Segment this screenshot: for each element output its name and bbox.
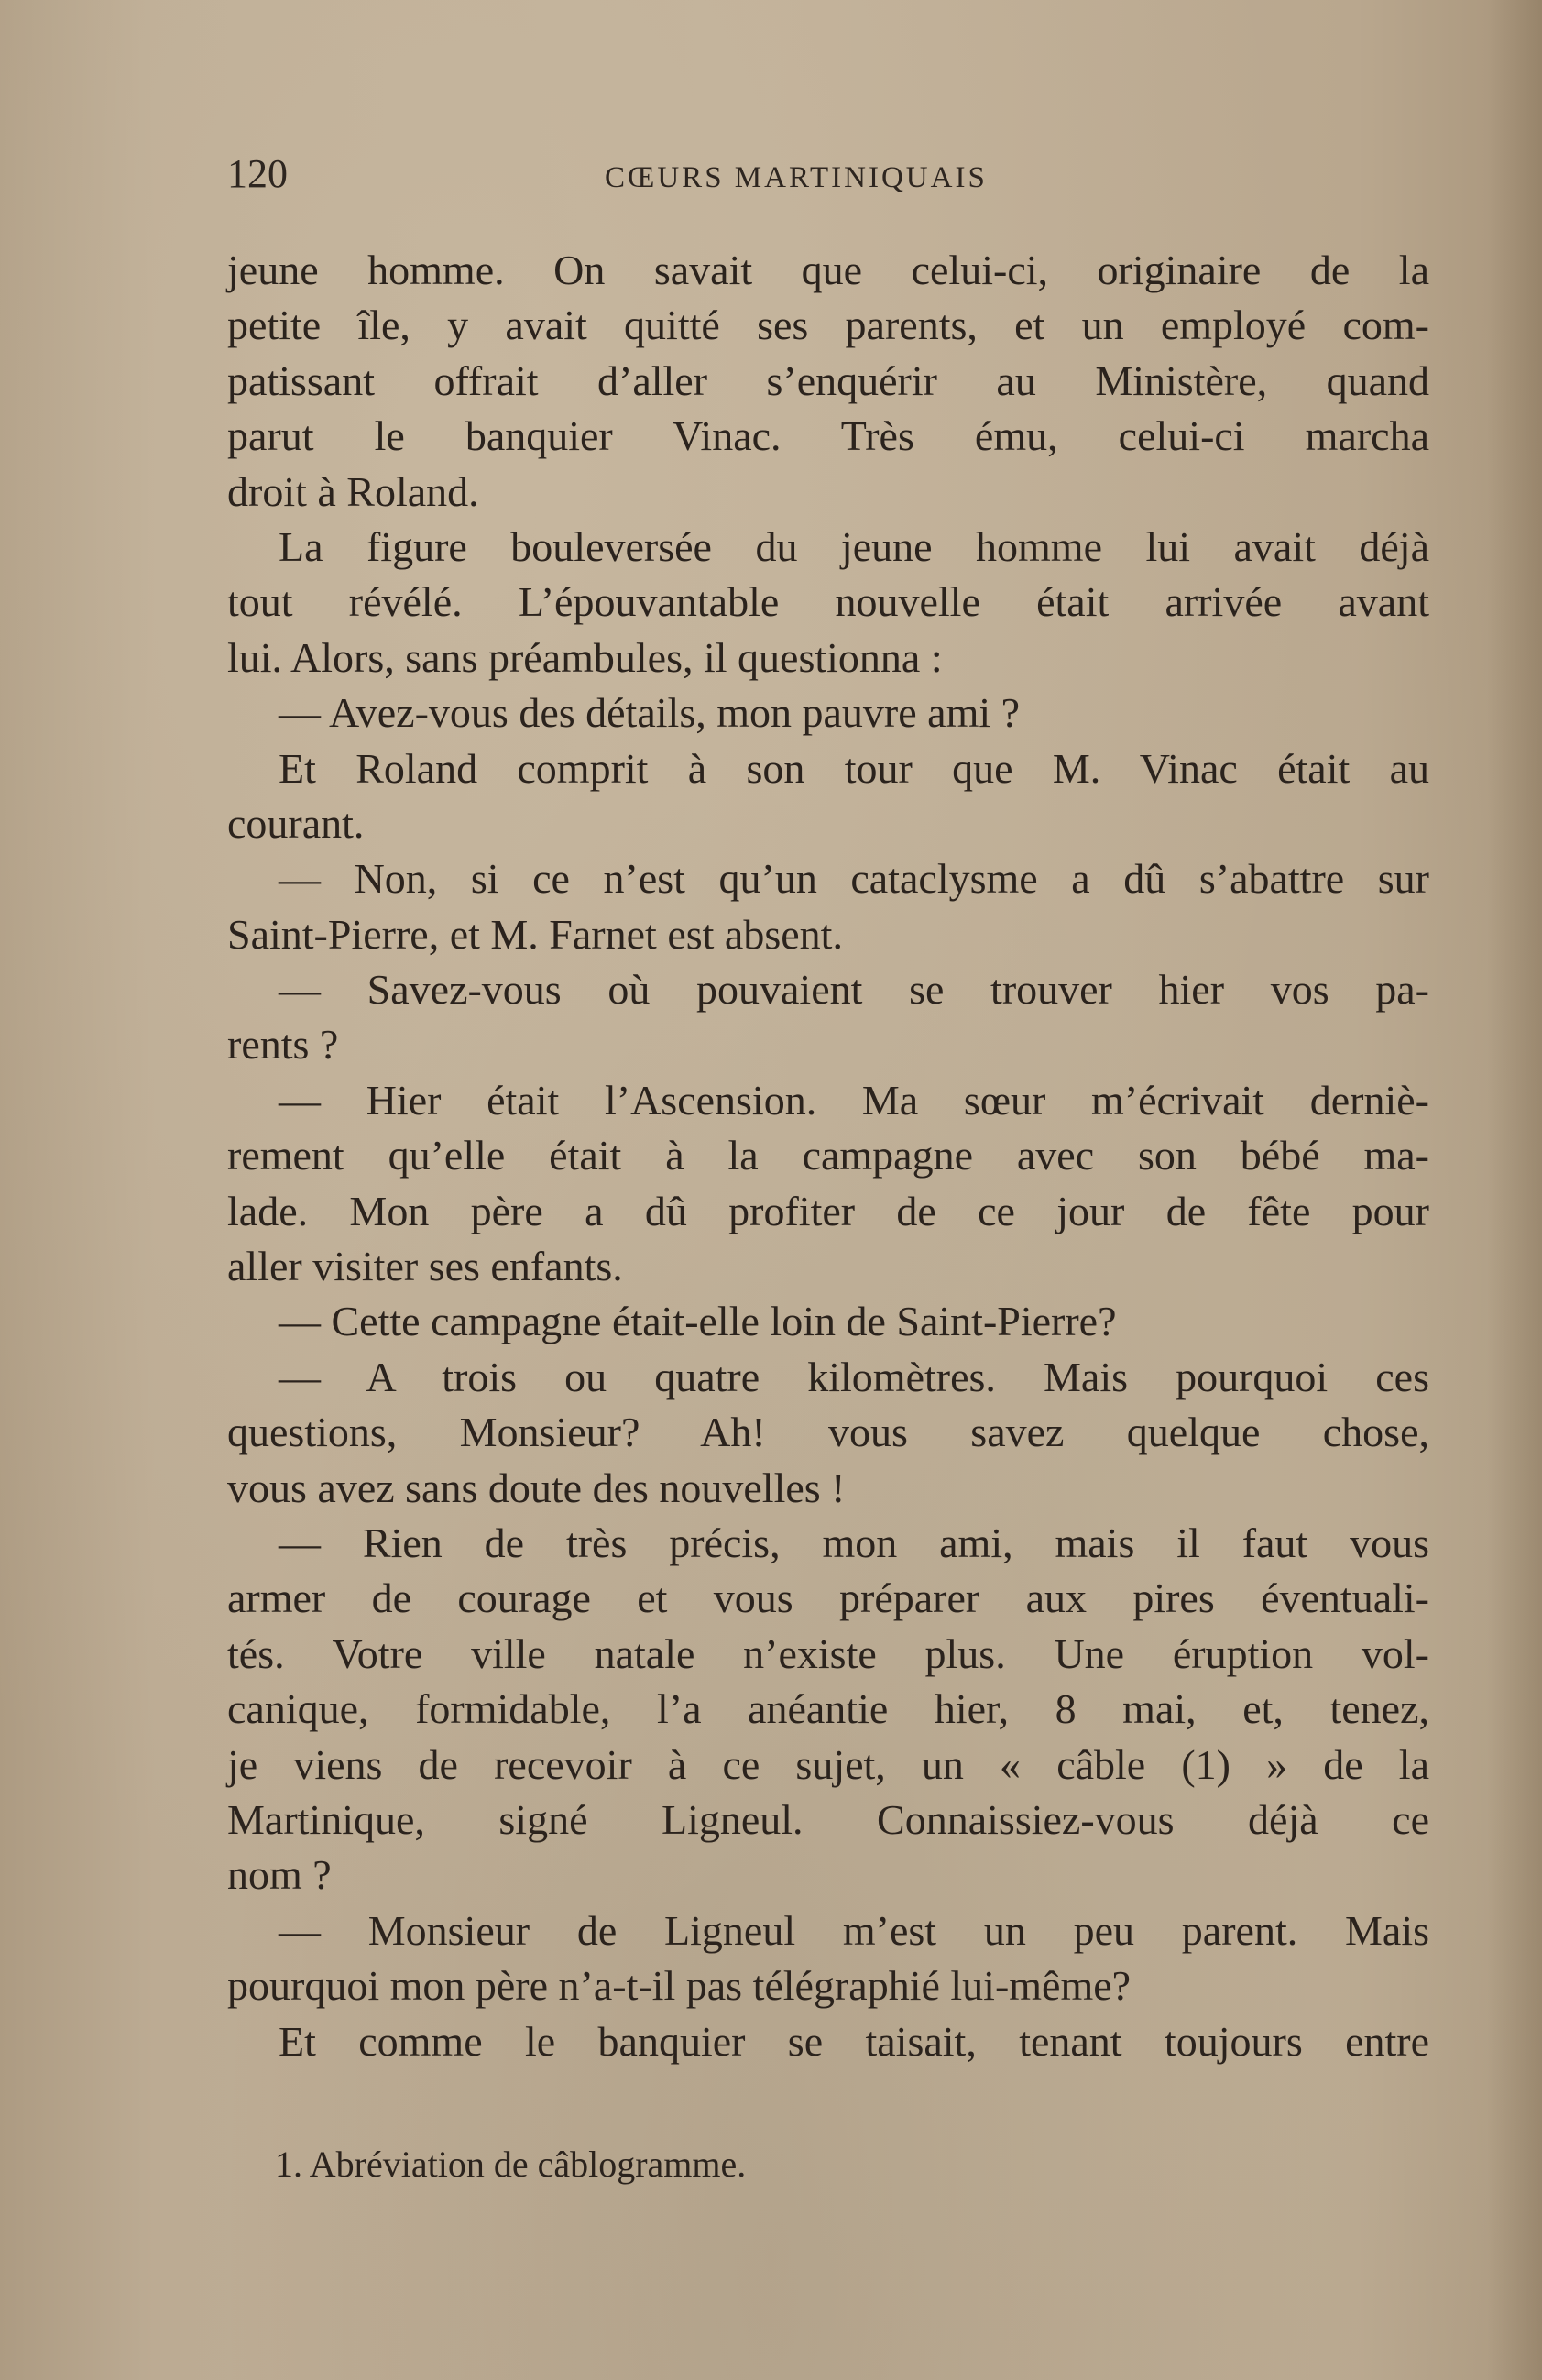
text-line: — Hier était l’Ascension. Ma sœur m’écrivait derniè- — [279, 1076, 1429, 1124]
text-line: questions, Monsieur? Ah! vous savez quelque chose, — [227, 1409, 1429, 1456]
text-line: pourquoi mon père n’a-t-il pas télégraphié lui-même? — [227, 1962, 1132, 2010]
text-line: tés. Votre ville natale n’existe plus. Une éruption vol- — [227, 1629, 1429, 1677]
text-line: Martinique, signé Ligneul. Connaissiez-vous déjà ce — [227, 1795, 1429, 1843]
text-line: — Avez-vous des détails, mon pauvre ami ? — [279, 689, 1021, 737]
text-line: Saint-Pierre, et M. Farnet est absent. — [227, 910, 843, 958]
text-line: je viens de recevoir à ce sujet, un « câble (1) » de la — [227, 1740, 1429, 1788]
text-line: Et comme le banquier se taisait, tenant toujours entre — [279, 2017, 1429, 2065]
text-line: tout révélé. L’épouvantable nouvelle était arrivée avant — [227, 578, 1429, 626]
running-title: CŒURS MARTINIQUAIS — [605, 161, 988, 194]
text-line: — A trois ou quatre kilomètres. Mais pourquoi ces — [279, 1353, 1429, 1400]
body-text — [227, 243, 1429, 2069]
text-line: patissant offrait d’aller s’enquérir au Ministère, quand — [227, 356, 1429, 404]
page-number: 120 — [227, 151, 288, 196]
text-line: canique, formidable, l’a anéantie hier, 8 mai, et, tenez, — [227, 1685, 1429, 1733]
text-line: — Non, si ce n’est qu’un cataclysme a dû s’abattre sur — [279, 855, 1429, 903]
text-line: lade. Mon père a dû profiter de ce jour de fête pour — [227, 1187, 1429, 1234]
text-line: — Cette campagne était-elle loin de Saint-Pierre? — [279, 1298, 1117, 1345]
text-line: armer de courage et vous préparer aux pires éventuali- — [227, 1574, 1429, 1622]
text-line: Et Roland comprit à son tour que M. Vinac était au — [279, 744, 1429, 792]
text-line: aller visiter ses enfants. — [227, 1243, 623, 1290]
text-line: jeune homme. On savait que celui-ci, originaire de la — [227, 247, 1429, 293]
text-line: droit à Roland. — [227, 467, 479, 515]
text-line: — Savez-vous où pouvaient se trouver hier vos pa- — [279, 966, 1429, 1014]
page-header — [227, 147, 1432, 202]
text-line: — Rien de très précis, mon ami, mais il faut vous — [279, 1519, 1429, 1566]
text-line: — Monsieur de Ligneul m’est un peu parent. Mais — [279, 1906, 1429, 1954]
footnote: 1. Abréviation de câblogramme. — [275, 2144, 747, 2185]
page-edge-shadow — [1487, 0, 1542, 2380]
text-line: petite île, y avait quitté ses parents, et un employé com- — [227, 302, 1429, 349]
text-line: courant. — [227, 799, 365, 847]
text-line: rents ? — [227, 1021, 339, 1069]
text-line: rement qu’elle était à la campagne avec son bébé ma- — [227, 1132, 1429, 1179]
text-line: lui. Alors, sans préambules, il questionna : — [227, 633, 943, 681]
text-line: parut le banquier Vinac. Très ému, celui-ci marcha — [227, 412, 1429, 460]
text-line: La figure bouleversée du jeune homme lui avait déjà — [279, 522, 1429, 570]
text-line: nom ? — [227, 1851, 332, 1899]
text-line: vous avez sans doute des nouvelles ! — [227, 1464, 846, 1511]
